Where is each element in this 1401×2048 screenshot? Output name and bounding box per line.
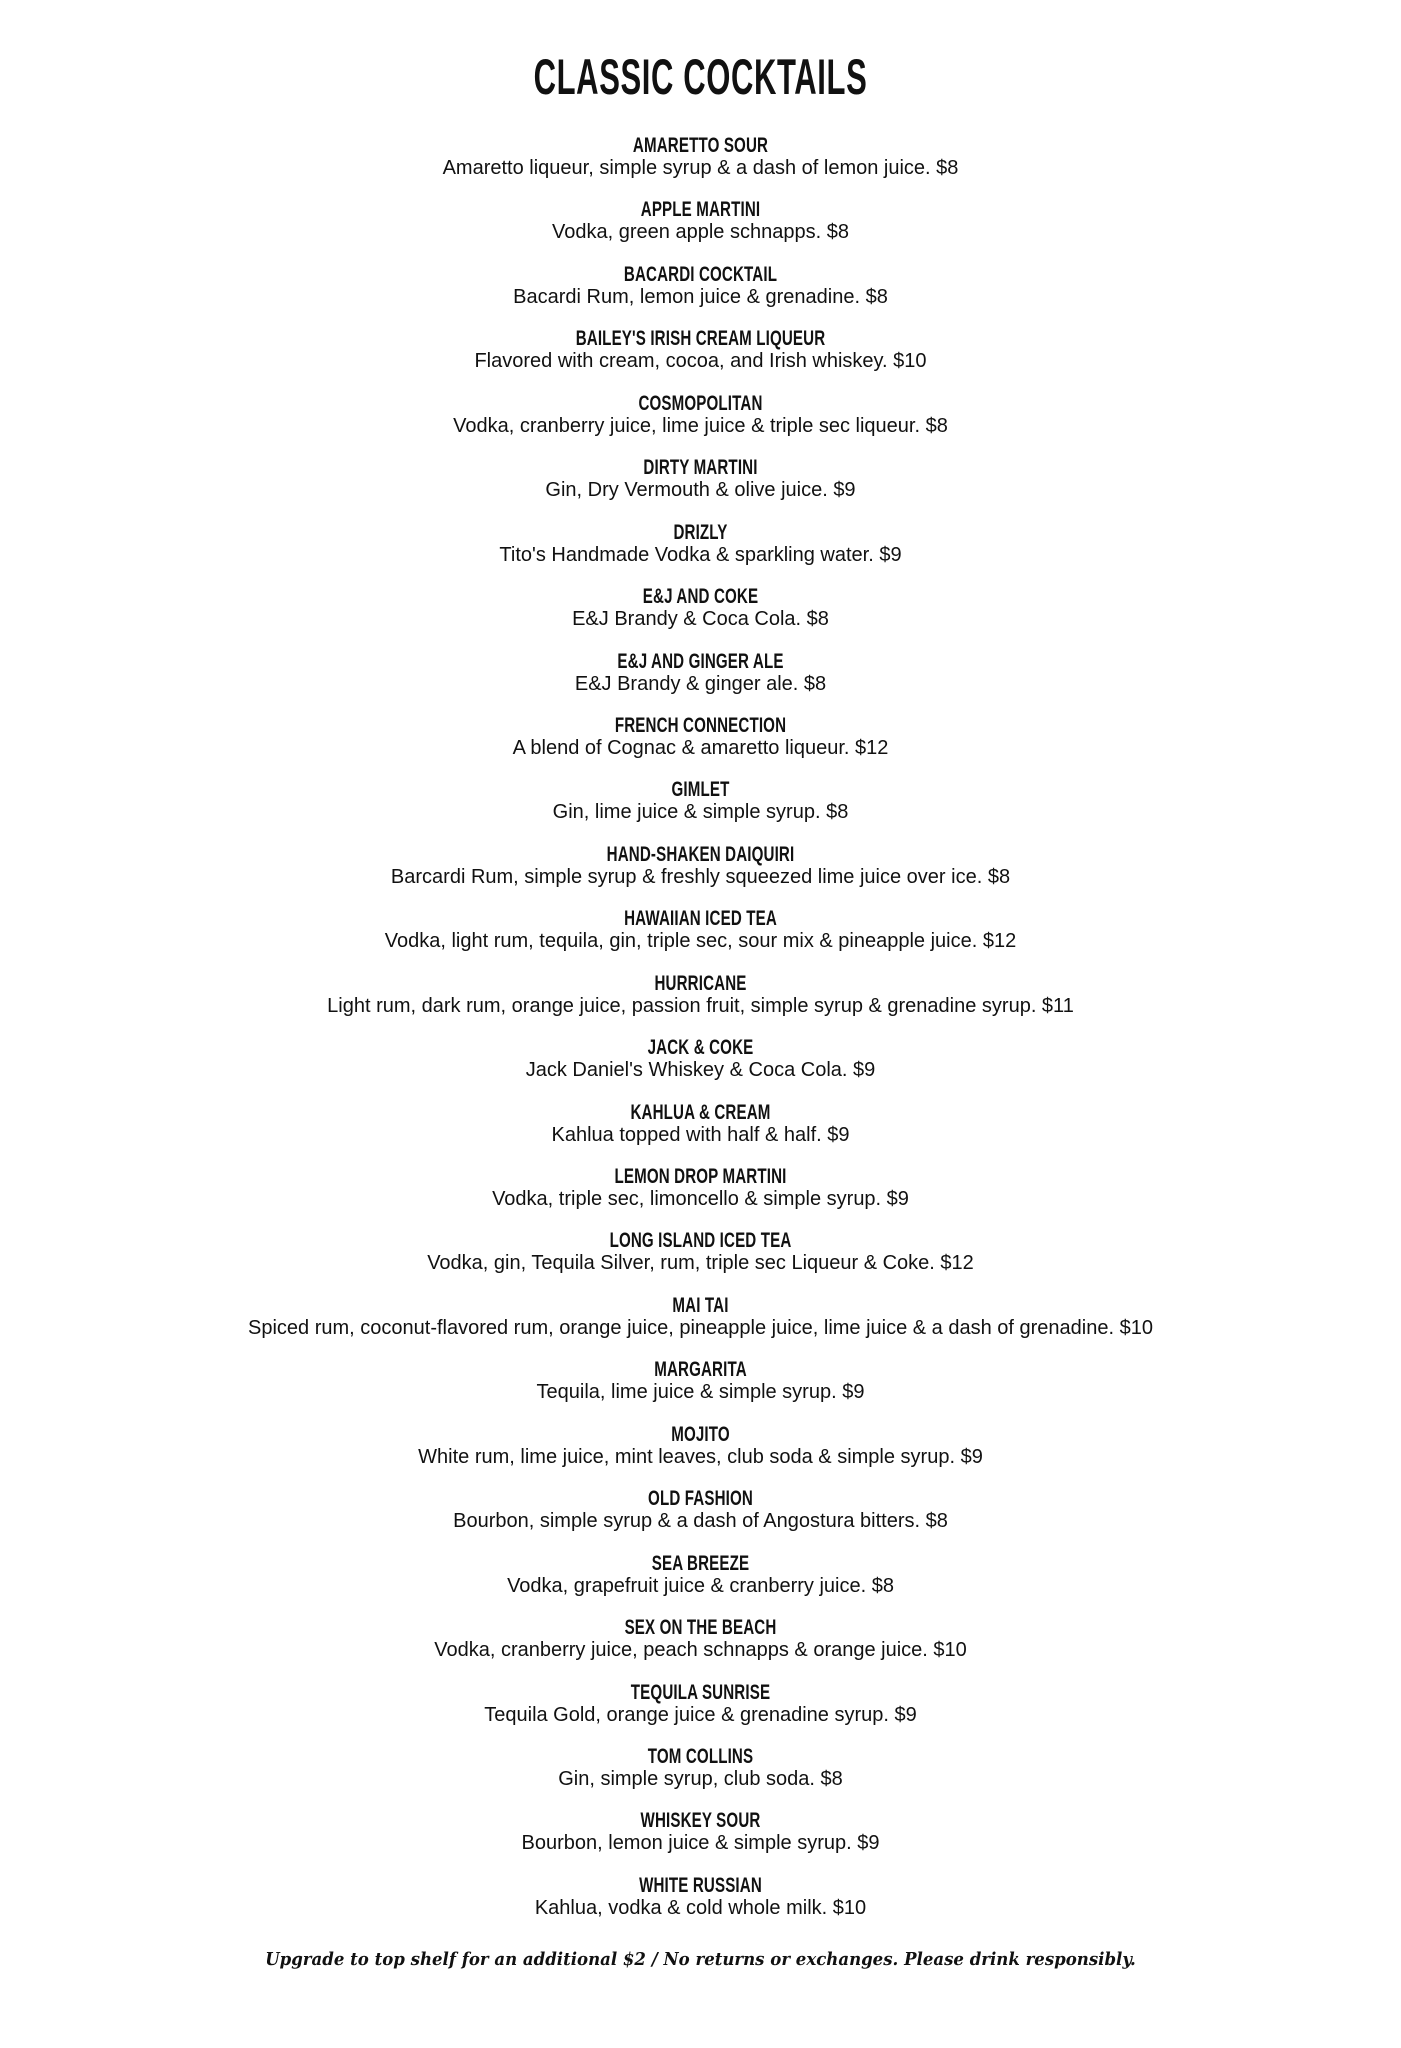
cocktail-description: Tequila Gold, orange juice & grenadine syrup. $9 bbox=[484, 1703, 917, 1726]
cocktail-item bbox=[0, 1423, 1401, 1487]
cocktail-item bbox=[0, 650, 1401, 714]
cocktail-name: SEA BREEZE bbox=[651, 1551, 750, 1575]
cocktail-description: Gin, lime juice & simple syrup. $8 bbox=[552, 801, 849, 824]
cocktail-description: Light rum, dark rum, orange juice, passion fruit, simple syrup & grenadine syrup. $11 bbox=[327, 994, 1074, 1017]
cocktail-description: Vodka, triple sec, limoncello & simple syrup. $9 bbox=[492, 1188, 909, 1210]
cocktail-item bbox=[0, 1616, 1401, 1680]
cocktail-name: LEMON DROP MARTINI bbox=[614, 1165, 787, 1188]
cocktail-description: Spiced rum, coconut-flavored rum, orange juice, pineapple juice, lime juice & a dash of grenadine. $10 bbox=[248, 1316, 1153, 1339]
cocktail-item bbox=[0, 778, 1401, 842]
cocktail-item bbox=[0, 1874, 1401, 1938]
cocktail-description: Tito's Handmade Vodka & sparkling water. $9 bbox=[499, 543, 902, 566]
cocktail-description: E&J Brandy & Coca Cola. $8 bbox=[572, 608, 829, 631]
cocktail-name: DRIZLY bbox=[673, 520, 728, 544]
cocktail-name: MAI TAI bbox=[672, 1293, 729, 1317]
cocktail-description: Gin, Dry Vermouth & olive juice. $9 bbox=[545, 479, 856, 502]
cocktail-name: FRENCH CONNECTION bbox=[614, 713, 787, 737]
cocktail-name: APPLE MARTINI bbox=[640, 198, 761, 222]
cocktail-name: OLD FASHION bbox=[648, 1487, 753, 1511]
cocktail-item bbox=[0, 714, 1401, 778]
cocktail-description: Gin, simple syrup, club soda. $8 bbox=[558, 1767, 843, 1790]
cocktail-item bbox=[0, 1552, 1401, 1616]
cocktail-description: Vodka, cranberry juice, lime juice & triple sec liqueur. $8 bbox=[453, 414, 948, 437]
cocktail-name: E&J AND COKE bbox=[642, 585, 759, 609]
cocktail-description: Jack Daniel's Whiskey & Coca Cola. $9 bbox=[525, 1059, 876, 1082]
cocktail-description: Vodka, gin, Tequila Silver, rum, triple sec Liqueur & Coke. $12 bbox=[427, 1252, 974, 1275]
cocktail-item bbox=[0, 972, 1401, 1036]
cocktail-item bbox=[0, 843, 1401, 907]
cocktail-name: JACK & COKE bbox=[647, 1036, 754, 1060]
cocktail-item bbox=[0, 263, 1401, 327]
cocktail-name: BACARDI COCKTAIL bbox=[623, 262, 778, 286]
cocktail-name: TOM COLLINS bbox=[647, 1744, 754, 1768]
cocktail-description: Barcardi Rum, simple syrup & freshly squeezed lime juice over ice. $8 bbox=[390, 865, 1011, 888]
cocktail-item bbox=[0, 198, 1401, 262]
cocktail-list bbox=[0, 134, 1401, 1938]
menu-title: CLASSIC COCKTAILS bbox=[533, 49, 868, 105]
menu-footer-note: Upgrade to top shelf for an additional $2 / No returns or exchanges. Please drink responsibly. bbox=[265, 1949, 1136, 1970]
cocktail-description: A blend of Cognac & amaretto liqueur. $12 bbox=[512, 736, 889, 759]
cocktail-name: SEX ON THE BEACH bbox=[624, 1616, 777, 1640]
cocktail-name: HURRICANE bbox=[654, 971, 747, 995]
cocktail-name: DIRTY MARTINI bbox=[643, 456, 758, 480]
cocktail-name: E&J AND GINGER ALE bbox=[617, 649, 784, 673]
cocktail-item bbox=[0, 1165, 1401, 1229]
cocktail-name: HAWAIIAN ICED TEA bbox=[624, 907, 777, 931]
cocktail-name: LONG ISLAND ICED TEA bbox=[609, 1229, 792, 1253]
cocktail-name: WHITE RUSSIAN bbox=[639, 1873, 762, 1897]
cocktail-description: White rum, lime juice, mint leaves, club soda & simple syrup. $9 bbox=[418, 1445, 983, 1468]
cocktail-description: Vodka, green apple schnapps. $8 bbox=[552, 221, 849, 244]
cocktail-item bbox=[0, 134, 1401, 198]
cocktail-item bbox=[0, 1101, 1401, 1165]
cocktail-item bbox=[0, 1036, 1401, 1100]
cocktail-name: MOJITO bbox=[671, 1422, 730, 1446]
cocktail-name: TEQUILA SUNRISE bbox=[630, 1680, 771, 1704]
cocktail-item bbox=[0, 1681, 1401, 1745]
cocktail-item bbox=[0, 1358, 1401, 1422]
cocktail-item bbox=[0, 1294, 1401, 1358]
cocktail-description: Bourbon, lemon juice & simple syrup. $9 bbox=[521, 1832, 880, 1855]
cocktail-description: Bacardi Rum, lemon juice & grenadine. $8 bbox=[513, 285, 888, 308]
cocktail-description: Tequila, lime juice & simple syrup. $9 bbox=[536, 1381, 865, 1404]
cocktail-name: BAILEY'S IRISH CREAM LIQUEUR bbox=[575, 327, 826, 351]
cocktail-name: MARGARITA bbox=[654, 1358, 747, 1382]
cocktail-item bbox=[0, 1745, 1401, 1809]
cocktail-description: E&J Brandy & ginger ale. $8 bbox=[574, 672, 827, 695]
cocktail-name: KAHLUA & CREAM bbox=[630, 1100, 771, 1124]
cocktail-name: HAND-SHAKEN DAIQUIRI bbox=[606, 842, 795, 866]
cocktail-description: Amaretto liqueur, simple syrup & a dash of lemon juice. $8 bbox=[442, 157, 959, 179]
cocktail-description: Vodka, grapefruit juice & cranberry juice. $8 bbox=[507, 1574, 894, 1597]
cocktail-name: AMARETTO SOUR bbox=[632, 134, 769, 157]
cocktail-description: Vodka, cranberry juice, peach schnapps & orange juice. $10 bbox=[434, 1639, 967, 1662]
cocktail-name: COSMOPOLITAN bbox=[638, 391, 763, 415]
cocktail-name: GIMLET bbox=[671, 778, 730, 802]
cocktail-description: Flavored with cream, cocoa, and Irish whiskey. $10 bbox=[474, 350, 927, 373]
cocktail-description: Kahlua, vodka & cold whole milk. $10 bbox=[534, 1896, 867, 1919]
cocktail-description: Bourbon, simple syrup & a dash of Angostura bitters. $8 bbox=[453, 1510, 948, 1533]
cocktail-item bbox=[0, 521, 1401, 585]
cocktail-item bbox=[0, 392, 1401, 456]
cocktail-item bbox=[0, 1809, 1401, 1873]
cocktail-description: Vodka, light rum, tequila, gin, triple sec, sour mix & pineapple juice. $12 bbox=[384, 930, 1017, 953]
cocktail-item bbox=[0, 1229, 1401, 1293]
cocktail-item bbox=[0, 907, 1401, 971]
cocktail-description: Kahlua topped with half & half. $9 bbox=[551, 1123, 850, 1146]
cocktail-item bbox=[0, 456, 1401, 520]
cocktail-item bbox=[0, 327, 1401, 391]
cocktail-item bbox=[0, 1487, 1401, 1551]
cocktail-item bbox=[0, 585, 1401, 649]
cocktail-name: WHISKEY SOUR bbox=[640, 1809, 761, 1833]
